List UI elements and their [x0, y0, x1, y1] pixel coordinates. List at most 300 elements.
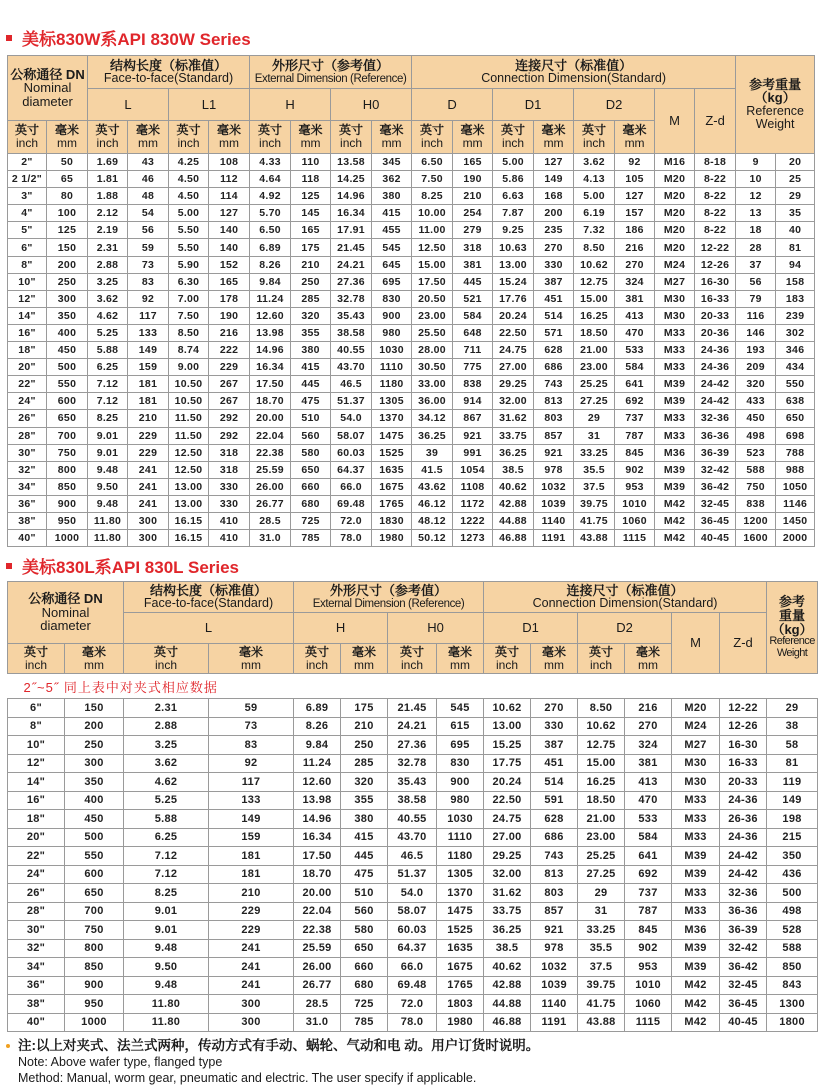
table-cell: M33: [672, 884, 720, 903]
table-cell: 23.00: [578, 828, 625, 847]
table-cell: 638: [776, 393, 815, 410]
table-cell: 210: [291, 256, 331, 273]
unit-mm-en: mm: [241, 657, 262, 672]
header-L1: L1: [169, 89, 250, 121]
table-cell: 110: [291, 154, 331, 171]
header-wt-cn1: 参考: [779, 594, 806, 610]
table-cell: 4.62: [124, 773, 209, 792]
table-row: [8, 995, 818, 1014]
table-cell: M33: [672, 902, 720, 921]
unit-header-inch: [578, 644, 625, 674]
table-cell: 14": [8, 307, 47, 324]
table-cell: 18.50: [578, 791, 625, 810]
table-cell: 850: [767, 958, 818, 977]
table-cell: 803: [534, 410, 574, 427]
table-cell: 641: [615, 376, 655, 393]
table-cell: 94: [776, 256, 815, 273]
table-cell: 41.5: [412, 461, 453, 478]
table-cell: 850: [47, 478, 88, 495]
table-cell: 193: [736, 342, 776, 359]
table-cell: 680: [341, 976, 388, 995]
table-cell: 146: [736, 324, 776, 341]
table-cell: 39: [412, 444, 453, 461]
table-cell: 5.25: [88, 324, 128, 341]
table-cell: 320: [341, 773, 388, 792]
table-cell: M42: [672, 976, 720, 995]
unit-header-mm: [372, 121, 412, 154]
table-cell: 145: [291, 205, 331, 222]
table-cell: 117: [209, 773, 294, 792]
table-cell: 26": [8, 884, 65, 903]
table-row: [8, 188, 815, 205]
table-cell: 980: [372, 324, 412, 341]
table-cell: 498: [736, 427, 776, 444]
table-cell: 40.62: [493, 478, 534, 495]
header-connection-dimension: [412, 56, 736, 89]
table-cell: 32.00: [484, 865, 531, 884]
table-cell: 12": [8, 290, 47, 307]
table-cell: 34.12: [412, 410, 453, 427]
header-conn-cn: 连接尺寸（标准值）: [515, 57, 633, 73]
unit-mm-en: mm: [57, 136, 77, 150]
header-wt-en1: Reference: [769, 635, 815, 648]
table-cell: 6.50: [412, 154, 453, 171]
table-cell: 2.31: [88, 239, 128, 256]
table-cell: 13.00: [484, 717, 531, 736]
table-cell: 11.80: [124, 995, 209, 1014]
table-cell: 867: [453, 410, 493, 427]
table-cell: 183: [776, 290, 815, 307]
table-cell: 800: [47, 461, 88, 478]
header-Zd: Z-d: [720, 613, 767, 674]
table-cell: 787: [615, 427, 655, 444]
spec-table-830l: [7, 581, 818, 1032]
table-cell: M33: [655, 324, 695, 341]
table-cell: M20: [655, 171, 695, 188]
header-nominal-diameter: [8, 56, 88, 121]
table-cell: 12.75: [574, 273, 615, 290]
unit-header-mm: [47, 121, 88, 154]
table-cell: 43.70: [331, 359, 372, 376]
table-cell: 451: [534, 290, 574, 307]
table-cell: 285: [341, 754, 388, 773]
table-cell: 250: [341, 736, 388, 755]
table-row: [8, 847, 818, 866]
table-cell: 73: [128, 256, 169, 273]
table-row: [8, 495, 815, 512]
header-ext-en: External Dimension (Reference): [254, 72, 407, 85]
table-cell: 5.88: [88, 342, 128, 359]
table-cell: 24-36: [695, 342, 736, 359]
unit-header-mm: [625, 644, 672, 674]
table-cell: 1030: [437, 810, 484, 829]
table-cell: 9.00: [169, 359, 209, 376]
table-cell: 10": [8, 273, 47, 290]
table-cell: 1765: [372, 495, 412, 512]
table-cell: 1830: [372, 512, 412, 529]
table-cell: 415: [291, 359, 331, 376]
table-cell: 737: [615, 410, 655, 427]
table-cell: 10: [736, 171, 776, 188]
table-cell: 30.50: [412, 359, 453, 376]
table-row: [8, 939, 818, 958]
table-cell: 72.0: [331, 512, 372, 529]
table-cell: 26.77: [294, 976, 341, 995]
table-cell: 6.50: [250, 222, 291, 239]
table-cell: 300: [209, 1013, 294, 1032]
table-cell: 650: [47, 410, 88, 427]
table-cell: 38": [8, 512, 47, 529]
header-wt-cn: 参考重量: [749, 76, 802, 92]
table-cell: 20-33: [695, 307, 736, 324]
table-cell: 24-42: [720, 847, 767, 866]
table-cell: 9.01: [88, 444, 128, 461]
table-cell: 8.26: [250, 256, 291, 273]
table-cell: 7.12: [124, 847, 209, 866]
table-cell: 1032: [534, 478, 574, 495]
table-cell: 7.12: [124, 865, 209, 884]
table-cell: M30: [655, 307, 695, 324]
table-cell: 1010: [625, 976, 672, 995]
table-cell: 545: [372, 239, 412, 256]
table-cell: 1140: [531, 995, 578, 1014]
unit-inch-cn: 英寸: [305, 644, 330, 659]
table-cell: 1765: [437, 976, 484, 995]
unit-header-mm: [453, 121, 493, 154]
unit-header-inch: [169, 121, 209, 154]
unit-inch-cn: 英寸: [589, 644, 614, 659]
table-cell: 157: [615, 205, 655, 222]
table-cell: 5.00: [493, 154, 534, 171]
table-cell: 580: [341, 921, 388, 940]
table-cell: 12.50: [169, 444, 209, 461]
table-cell: 38.58: [331, 324, 372, 341]
table-cell: 10": [8, 736, 65, 755]
unit-header-inch: [294, 644, 341, 674]
table-cell: 8.26: [294, 717, 341, 736]
header-external-dimension: [250, 56, 412, 89]
table-cell: 26.00: [294, 958, 341, 977]
header-dn-en1: Nominal: [23, 80, 72, 96]
table-cell: 36-36: [720, 902, 767, 921]
table-cell: 22.04: [250, 427, 291, 444]
table-cell: 17.50: [250, 376, 291, 393]
table-cell: 1110: [437, 828, 484, 847]
table-cell: 902: [625, 939, 672, 958]
table-cell: 31.62: [493, 410, 534, 427]
table-cell: 737: [625, 884, 672, 903]
table-cell: 210: [209, 884, 294, 903]
header-H0: H0: [331, 89, 412, 121]
table-row: [8, 921, 818, 940]
table-cell: 10.63: [493, 239, 534, 256]
table-cell: 545: [437, 699, 484, 718]
unit-inch-en: inch: [177, 136, 200, 150]
table-cell: 198: [767, 810, 818, 829]
table-cell: 140: [209, 239, 250, 256]
table-cell: 18.50: [574, 324, 615, 341]
table-cell: 1675: [372, 478, 412, 495]
table-cell: 5.90: [169, 256, 209, 273]
table-cell: 35: [776, 205, 815, 222]
table-row: [8, 393, 815, 410]
table-cell: 17.76: [493, 290, 534, 307]
table-cell: 1600: [736, 530, 776, 547]
table-cell: 92: [615, 154, 655, 171]
unit-header-mm: [128, 121, 169, 154]
unit-inch-en: inch: [502, 136, 525, 150]
table-cell: 149: [767, 791, 818, 810]
table-cell: 6.19: [574, 205, 615, 222]
table-cell: 5.00: [574, 188, 615, 205]
table-cell: 48.12: [412, 512, 453, 529]
table-cell: 11.80: [88, 512, 128, 529]
table-cell: 31.62: [484, 884, 531, 903]
table-row: [8, 239, 815, 256]
table-cell: 991: [453, 444, 493, 461]
table-cell: 69.48: [388, 976, 437, 995]
table-cell: 216: [209, 324, 250, 341]
table-cell: 36.25: [484, 921, 531, 940]
table-cell: M24: [672, 717, 720, 736]
unit-inch-cn: 英寸: [23, 644, 48, 659]
table-cell: 22.04: [294, 902, 341, 921]
table-cell: 33.25: [578, 921, 625, 940]
table-cell: M33: [655, 359, 695, 376]
table-row: [8, 273, 815, 290]
table-cell: 50.12: [412, 530, 453, 547]
unit-mm-en: mm: [462, 136, 483, 150]
table-cell: 3.62: [574, 154, 615, 171]
table-cell: 8-22: [695, 171, 736, 188]
table-cell: 24": [8, 393, 47, 410]
table-cell: 988: [776, 461, 815, 478]
table-cell: 17.50: [294, 847, 341, 866]
table-cell: 36": [8, 976, 65, 995]
header-face-to-face: [124, 582, 294, 613]
table-cell: 560: [341, 902, 388, 921]
table-cell: M20: [672, 699, 720, 718]
table-cell: 22.50: [493, 324, 534, 341]
table-cell: 38: [767, 717, 818, 736]
table-cell: 845: [615, 444, 655, 461]
table-cell: 1305: [372, 393, 412, 410]
header-external-dimension: [294, 582, 484, 613]
table-cell: 785: [291, 530, 331, 547]
table-cell: 16": [8, 791, 65, 810]
table-cell: 20-36: [695, 324, 736, 341]
table-cell: 650: [291, 461, 331, 478]
table-cell: 6.25: [124, 828, 209, 847]
unit-inch-cn: 英寸: [154, 644, 179, 659]
table-cell: 270: [615, 256, 655, 273]
header-D1: D1: [484, 613, 578, 644]
table-cell: 24-36: [720, 791, 767, 810]
table-cell: 35.43: [388, 773, 437, 792]
table-cell: 813: [534, 393, 574, 410]
table-cell: 58: [767, 736, 818, 755]
table-cell: 300: [128, 512, 169, 529]
unit-header-mm: [65, 644, 124, 674]
table-cell: 700: [47, 427, 88, 444]
table-cell: M39: [672, 847, 720, 866]
table-row: [8, 359, 815, 376]
table-cell: 12-26: [720, 717, 767, 736]
table-cell: 300: [128, 530, 169, 547]
table-cell: 32-45: [695, 495, 736, 512]
table-cell: 475: [341, 865, 388, 884]
table-cell: 29: [574, 410, 615, 427]
header-wt-cn2: 重量: [779, 608, 806, 624]
table-cell: 18": [8, 342, 47, 359]
table-cell: 533: [615, 342, 655, 359]
table-cell: 8": [8, 717, 65, 736]
table-cell: 26.77: [250, 495, 291, 512]
table-cell: 114: [209, 188, 250, 205]
section-title-830l: [6, 553, 239, 578]
table-cell: M42: [655, 495, 695, 512]
unit-header-mm: [291, 121, 331, 154]
table-cell: 38.58: [388, 791, 437, 810]
table-cell: 11.50: [169, 410, 209, 427]
table-cell: 584: [615, 359, 655, 376]
table-cell: 270: [625, 717, 672, 736]
table-cell: 680: [291, 495, 331, 512]
table-cell: 22.38: [294, 921, 341, 940]
header-f2f-en: Face-to-face(Standard): [103, 71, 234, 86]
table-cell: 5.86: [493, 171, 534, 188]
table-cell: 33.75: [493, 427, 534, 444]
table-cell: 1180: [437, 847, 484, 866]
table-cell: 22": [8, 376, 47, 393]
table-row: [8, 410, 815, 427]
table-row: [8, 958, 818, 977]
table-cell: 24-42: [695, 393, 736, 410]
table-cell: 36-45: [695, 512, 736, 529]
table-cell: 1222: [453, 512, 493, 529]
table-cell: 25: [776, 171, 815, 188]
table-cell: 181: [128, 376, 169, 393]
table-cell: 600: [65, 865, 124, 884]
table-cell: 32.00: [493, 393, 534, 410]
unit-mm-cn: 毫米: [55, 123, 80, 138]
table-cell: 8.25: [412, 188, 453, 205]
table-cell: M36: [672, 921, 720, 940]
table-cell: 436: [767, 865, 818, 884]
table-cell: 838: [453, 376, 493, 393]
table-cell: 5": [8, 222, 47, 239]
table-row: [8, 376, 815, 393]
table-cell: 510: [291, 410, 331, 427]
footnote-en-line2: Method: Manual, worm gear, pneumatic and electric. The user specify if applicable.: [18, 1071, 477, 1085]
table-cell: M33: [672, 791, 720, 810]
table-cell: M39: [672, 939, 720, 958]
table-cell: 28": [8, 427, 47, 444]
unit-mm-cn: 毫米: [541, 123, 566, 138]
table-cell: M36: [655, 444, 695, 461]
table-cell: 181: [209, 865, 294, 884]
table-cell: 584: [625, 828, 672, 847]
table-cell: 571: [534, 324, 574, 341]
table-cell: 239: [776, 307, 815, 324]
table-cell: 498: [767, 902, 818, 921]
table-cell: 1525: [372, 444, 412, 461]
table-cell: 36-39: [695, 444, 736, 461]
table-cell: 9: [736, 154, 776, 171]
table-cell: 112: [209, 171, 250, 188]
table-cell: 18: [736, 222, 776, 239]
footnote-en-line1: Note: Above wafer type, flanged type: [18, 1055, 223, 1069]
table-cell: 750: [65, 921, 124, 940]
table-cell: 750: [736, 478, 776, 495]
table-cell: 56: [128, 222, 169, 239]
table-cell: 15.00: [578, 754, 625, 773]
table-cell: 31: [578, 902, 625, 921]
table-cell: 470: [615, 324, 655, 341]
table-cell: 445: [341, 847, 388, 866]
table-row: [8, 171, 815, 188]
table-cell: 1635: [437, 939, 484, 958]
table-cell: 270: [534, 239, 574, 256]
table-cell: 16.34: [250, 359, 291, 376]
table-cell: 21.00: [578, 810, 625, 829]
table-cell: M42: [655, 512, 695, 529]
table-cell: 650: [341, 939, 388, 958]
table-cell: 692: [615, 393, 655, 410]
header-conn-en: Connection Dimension(Standard): [481, 71, 667, 86]
table-cell: 127: [534, 154, 574, 171]
unit-inch-en: inch: [340, 136, 363, 150]
table-cell: 13.00: [169, 478, 209, 495]
unit-mm-en: mm: [300, 136, 321, 150]
table-cell: 229: [128, 444, 169, 461]
table-cell: 9.84: [250, 273, 291, 290]
unit-inch-en: inch: [590, 657, 613, 672]
table-cell: 46.12: [412, 495, 453, 512]
header-conn-cn: 连接尺寸（标准值）: [566, 582, 684, 598]
unit-inch-en: inch: [259, 136, 282, 150]
table-cell: 12.60: [250, 307, 291, 324]
table-cell: 450: [736, 410, 776, 427]
header-f2f-cn: 结构长度（标准值）: [110, 57, 228, 73]
table-cell: 118: [291, 171, 331, 188]
table-cell: 24-36: [720, 828, 767, 847]
unit-mm-cn: 毫米: [352, 644, 377, 659]
table-cell: 25.25: [578, 847, 625, 866]
unit-header-mm: [209, 644, 294, 674]
table-row: [8, 427, 815, 444]
table-cell: 43.88: [574, 530, 615, 547]
table-cell: 11.80: [88, 530, 128, 547]
table-cell: 149: [534, 171, 574, 188]
table-cell: 267: [209, 376, 250, 393]
table-row: [8, 512, 815, 529]
table-cell: 210: [341, 717, 388, 736]
table-cell: M27: [672, 736, 720, 755]
table-cell: 46.5: [331, 376, 372, 393]
table-cell: 20: [776, 154, 815, 171]
header-M: M: [655, 89, 695, 154]
unit-inch-en: inch: [583, 136, 606, 150]
table-cell: 830: [372, 290, 412, 307]
table-cell: 9.48: [124, 939, 209, 958]
table-cell: 9.48: [88, 495, 128, 512]
table-cell: 695: [372, 273, 412, 290]
unit-mm-cn: 毫米: [82, 644, 107, 659]
table-cell: 50: [47, 154, 88, 171]
table-cell: 7.12: [88, 393, 128, 410]
table-cell: 3.62: [124, 754, 209, 773]
